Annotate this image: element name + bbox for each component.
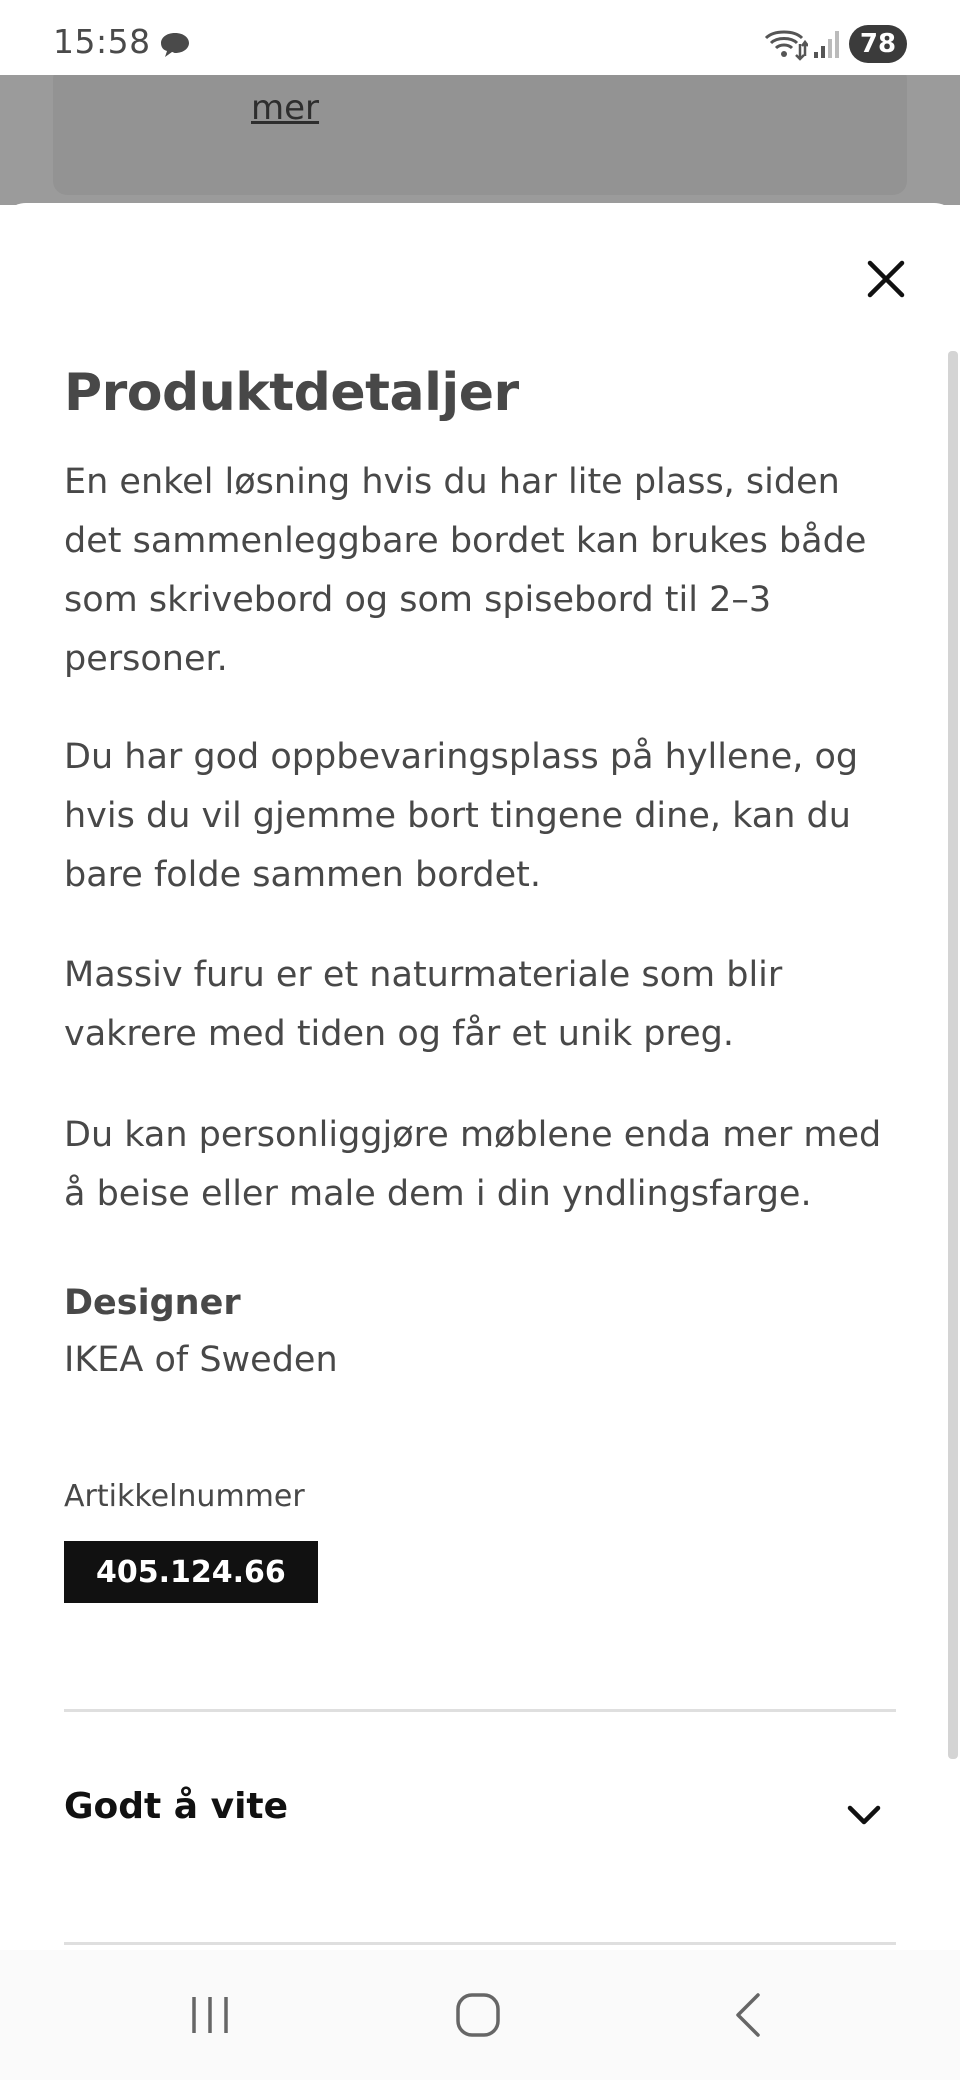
divider [64, 1942, 896, 1945]
description-paragraph: Massiv furu er et naturmateriale som blir vakrere med tiden og får et unik preg. [64, 955, 783, 1054]
recent-apps-button[interactable] [160, 1980, 260, 2050]
close-button[interactable] [860, 253, 912, 305]
background-page-overlay [0, 75, 960, 205]
back-button[interactable] [698, 1980, 798, 2050]
good-to-know-accordion[interactable] [64, 1763, 896, 1883]
background-card [53, 65, 907, 195]
scrollbar[interactable] [948, 351, 958, 1759]
status-bar [0, 0, 960, 75]
background-read-more-link: mer [251, 88, 320, 128]
divider [64, 1709, 896, 1712]
recent-apps-icon [188, 1993, 232, 2037]
article-number-badge: 405.124.66 [64, 1541, 318, 1603]
description-paragraph: En enkel løsning hvis du har lite plass, siden det sammenleggbare bordet kan brukes både som skrivebord og som spisebord til 2–3 personer. [64, 462, 867, 679]
status-time: 15:58 [53, 22, 151, 61]
designer-value: IKEA of Sweden [64, 1340, 338, 1380]
home-icon [454, 1991, 502, 2039]
description-paragraph: Du kan personliggjøre møblene enda mer med å beise eller male dem i din yndlingsfarge. [64, 1115, 882, 1214]
battery-indicator: 78 [849, 25, 907, 63]
back-icon [728, 1991, 768, 2039]
close-icon [867, 260, 905, 298]
accordion-label: Godt å vite [64, 1786, 289, 1827]
article-number-label: Artikkelnummer [64, 1479, 305, 1514]
designer-label: Designer [64, 1283, 241, 1323]
product-details-sheet [0, 203, 960, 1950]
chevron-down-icon [844, 1795, 884, 1835]
home-button[interactable] [428, 1980, 528, 2050]
wifi-icon [764, 26, 808, 62]
signal-icon [812, 28, 842, 60]
chat-bubble-icon [158, 30, 192, 60]
description-paragraph: Du har god oppbevaringsplass på hyllene, og hvis du vil gjemme bort tingene dine, kan du bare folde sammen bordet. [64, 737, 859, 895]
navigation-bar [0, 1950, 960, 2080]
sheet-title: Produktdetaljer [64, 363, 519, 423]
